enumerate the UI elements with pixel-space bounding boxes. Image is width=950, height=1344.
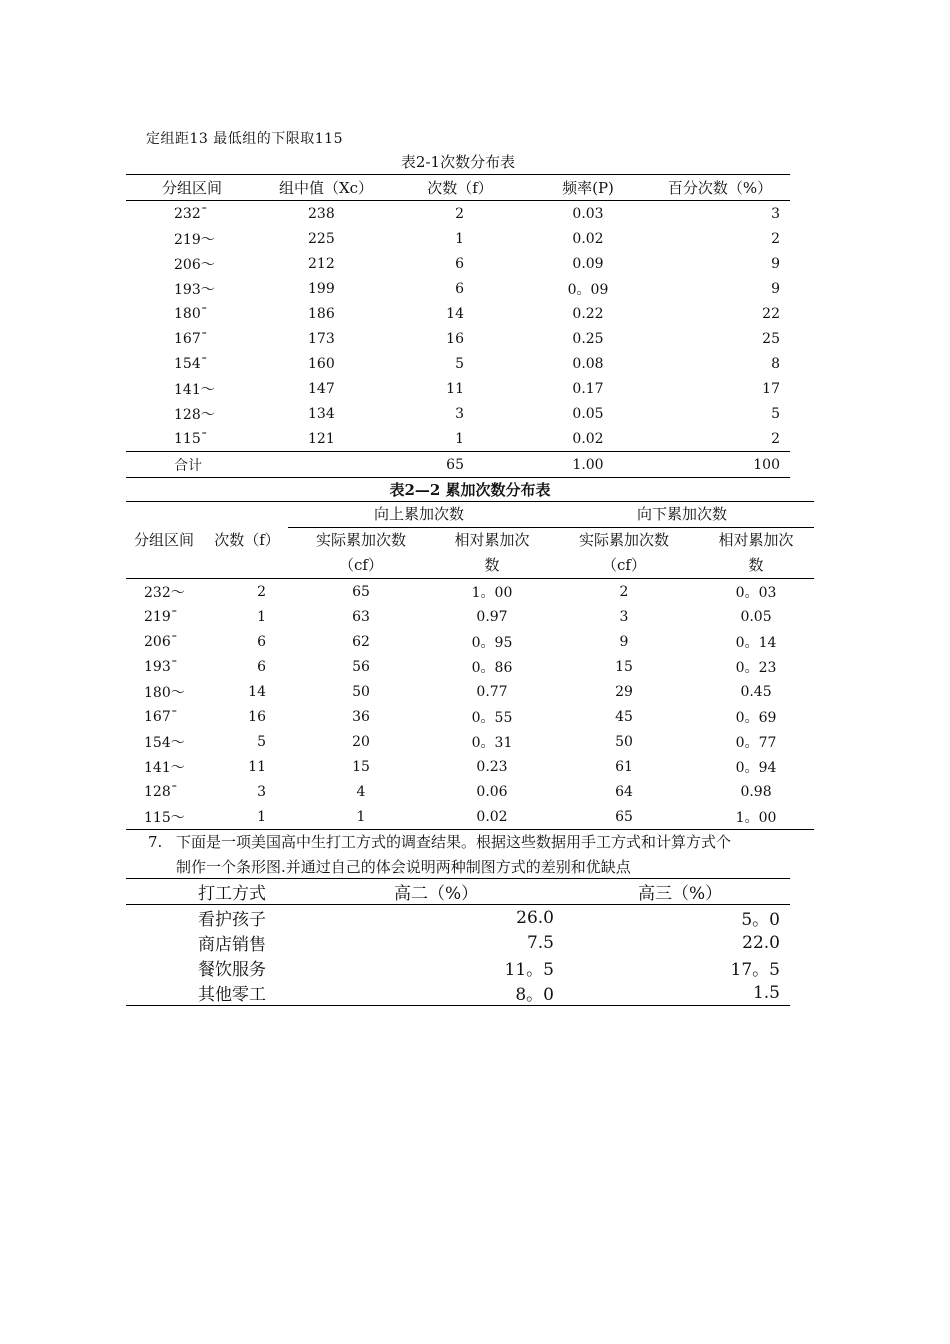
up-relative-cell: 0.23 [476,758,508,775]
grade11-cell: 7.5 [526,932,554,953]
down-actual-cell: 61 [615,758,633,775]
frequency-cell: 1 [455,230,464,247]
down-relative-cell: 0。77 [735,734,777,751]
midpoint-cell: 186 [308,305,335,322]
table-row [126,604,814,629]
percent-cell: 9 [771,280,780,297]
table-row [126,754,814,779]
rate-cell: 0.25 [572,330,604,347]
header-down-relative: 相对累加次数 [698,528,814,579]
job-type-cell: 其他零工 [126,980,336,1006]
frequency-cell: 1 [206,804,288,830]
down-relative-cell: 0。03 [735,584,777,601]
group-interval-cell: 232¯ [174,205,208,222]
group-interval-cell: 115¯ [174,430,208,447]
down-actual-cell: 64 [615,783,633,800]
up-actual-cell: 65 [352,583,370,600]
header-percent: 百分次数（%） [650,175,790,201]
percent-cell: 2 [771,430,780,447]
up-actual-cell: 36 [352,708,370,725]
midpoint-cell: 225 [308,230,335,247]
percent-cell: 8 [771,355,780,372]
up-relative-cell: 0.02 [434,804,550,830]
table-row [126,804,814,830]
up-relative-cell: 0.77 [476,683,508,700]
table-row [126,905,790,931]
grade12-cell: 22.0 [742,932,780,953]
down-relative-cell: 0.05 [740,608,772,625]
frequency-cell: 16 [446,330,464,347]
table-row [126,226,790,251]
group-interval-cell: 206¯ [144,633,178,650]
group-interval-cell: 128¯ [144,783,178,800]
header-rate: 频率(P) [526,175,650,201]
frequency-cell: 2 [257,583,266,600]
rate-cell: 0.09 [572,255,604,272]
group-interval-cell: 206～ [174,256,215,273]
down-actual-cell: 2 [619,583,629,600]
header-up-actual: 实际累加次数（cf） [288,528,434,579]
frequency-cell: 11 [446,380,464,397]
group-interval-cell: 219¯ [144,608,178,625]
midpoint-cell: 121 [308,430,335,447]
group-interval-cell: 193¯ [144,658,178,675]
header-group-interval: 分组区间 [126,175,258,201]
frequency-cell: 14 [248,683,266,700]
down-actual-cell: 65 [550,804,698,830]
group-interval-cell: 232～ [144,584,185,601]
group-interval-cell: 128～ [174,406,215,423]
header-grade12: 高三（%） [564,879,790,905]
table-row [126,980,790,1006]
down-relative-cell: 0。94 [735,759,777,776]
table-row [126,704,814,729]
percent-cell: 25 [762,330,780,347]
question-text-line2: 制作一个条形图.并通过自己的体会说明两种制图方式的差别和优缺点 [176,858,631,876]
midpoint-cell: 147 [308,380,335,397]
rate-cell: 0。09 [567,281,609,298]
job-type-cell: 商店销售 [198,935,266,955]
frequency-cell: 11 [248,758,266,775]
header-downward-cumulative: 向下累加次数 [550,502,814,528]
up-actual-cell: 15 [352,758,370,775]
header-frequency: 次数（f） [394,175,526,201]
grade12-cell: 1.5 [564,980,790,1006]
table-row [126,579,814,605]
frequency-cell: 16 [248,708,266,725]
down-actual-cell: 9 [619,633,629,650]
table-row [126,351,790,376]
down-actual-cell: 29 [615,683,633,700]
cumulative-frequency-table [126,501,814,830]
down-actual-cell: 3 [619,608,629,625]
rate-cell: 0.08 [572,355,604,372]
question-number: 7. [148,833,163,851]
grade12-cell: 5。0 [741,910,780,930]
percent-cell: 22 [762,305,780,322]
part-time-job-table [126,878,790,1006]
rate-cell: 0.02 [572,430,604,447]
frequency-cell: 1 [455,430,464,447]
table-row [126,326,790,351]
rate-cell: 0.02 [572,230,604,247]
table-row [126,251,790,276]
up-actual-cell: 62 [352,633,370,650]
midpoint-cell: 212 [308,255,335,272]
frequency-cell: 5 [257,733,266,750]
midpoint-cell: 160 [308,355,335,372]
midpoint-cell: 199 [308,280,335,297]
frequency-cell: 6 [455,255,464,272]
frequency-distribution-table [126,174,790,478]
header-up-relative: 相对累加次数 [434,528,550,579]
down-actual-cell: 45 [615,708,633,725]
group-interval-cell: 167¯ [174,330,208,347]
frequency-cell: 1 [257,608,266,625]
up-actual-cell: 20 [352,733,370,750]
frequency-cell: 5 [455,355,464,372]
table1-caption: 表2-1次数分布表 [400,153,516,171]
grade11-cell: 26.0 [516,907,554,928]
frequency-cell: 6 [257,633,266,650]
total-percent: 100 [650,452,790,478]
group-interval-cell: 180¯ [174,305,208,322]
table-row [126,276,790,301]
up-relative-cell: 0.97 [476,608,508,625]
table-row [126,376,790,401]
header-frequency: 次数（f） [206,502,288,579]
job-type-cell: 餐饮服务 [198,960,266,980]
group-interval-cell: 154¯ [174,355,208,372]
up-relative-cell: 0。95 [471,634,513,651]
frequency-cell: 2 [455,205,464,222]
midpoint-cell: 238 [308,205,335,222]
total-label: 合计 [126,452,258,478]
midpoint-cell: 134 [308,405,335,422]
table-row [126,779,814,804]
table-row [126,426,790,452]
table-row [126,401,790,426]
frequency-cell: 14 [446,305,464,322]
job-type-cell: 看护孩子 [198,910,266,930]
group-interval-cell: 115～ [126,804,206,830]
percent-cell: 3 [771,205,780,222]
group-interval-cell: 141～ [174,381,215,398]
up-relative-cell: 0。31 [471,734,513,751]
percent-cell: 2 [771,230,780,247]
down-relative-cell: 0.45 [740,683,772,700]
total-cell [258,452,394,478]
question-text-line1: 下面是一项美国高中生打工方式的调查结果。根据这些数据用手工方式和计算方式个 [176,833,732,851]
up-actual-cell: 1 [288,804,434,830]
header-down-actual: 实际累加次数（cf） [550,528,698,579]
frequency-cell: 3 [257,783,266,800]
percent-cell: 5 [771,405,780,422]
intro-text: 定组距13 最低组的下限取115 [146,131,343,147]
table2-caption: 表2—2 累加次数分布表 [389,481,551,499]
group-interval-cell: 180～ [144,684,185,701]
percent-cell: 9 [771,255,780,272]
header-grade11: 高二（%） [336,879,564,905]
header-midpoint: 组中值（Xc） [258,175,394,201]
down-relative-cell: 0。23 [735,659,777,676]
grade11-cell: 11。5 [504,960,554,980]
frequency-cell: 6 [257,658,266,675]
table-row [126,201,790,227]
up-relative-cell: 1。00 [471,584,513,601]
midpoint-cell: 173 [308,330,335,347]
down-relative-cell: 0.98 [740,783,772,800]
table-row [126,654,814,679]
rate-cell: 0.03 [572,205,604,222]
header-job-type: 打工方式 [126,879,336,905]
header-group-interval: 分组区间 [126,502,206,579]
group-interval-cell: 167¯ [144,708,178,725]
percent-cell: 17 [762,380,780,397]
up-actual-cell: 56 [352,658,370,675]
table-row [126,729,814,754]
up-actual-cell: 63 [352,608,370,625]
table-row [126,955,790,980]
down-actual-cell: 50 [615,733,633,750]
up-actual-cell: 50 [352,683,370,700]
rate-cell: 0.05 [572,405,604,422]
table-row [126,301,790,326]
down-relative-cell: 0。14 [735,634,777,651]
rate-cell: 0.17 [572,380,604,397]
down-relative-cell: 1。00 [698,804,814,830]
rate-cell: 0.22 [572,305,604,322]
frequency-cell: 3 [455,405,464,422]
total-rate: 1.00 [526,452,650,478]
group-interval-cell: 141～ [144,759,185,776]
down-actual-cell: 15 [615,658,633,675]
group-interval-cell: 219～ [174,231,215,248]
grade11-cell: 8。0 [336,980,564,1006]
table-row [126,679,814,704]
table-row [126,629,814,654]
group-interval-cell: 154～ [144,734,185,751]
grade12-cell: 17。5 [730,960,780,980]
table-row [126,930,790,955]
up-actual-cell: 4 [356,783,366,800]
frequency-cell: 6 [455,280,464,297]
total-frequency: 65 [394,452,526,478]
up-relative-cell: 0.06 [476,783,508,800]
down-relative-cell: 0。69 [735,709,777,726]
up-relative-cell: 0。55 [471,709,513,726]
table-total-row [126,452,790,478]
group-interval-cell: 193～ [174,281,215,298]
header-upward-cumulative: 向上累加次数 [288,502,550,528]
up-relative-cell: 0。86 [471,659,513,676]
